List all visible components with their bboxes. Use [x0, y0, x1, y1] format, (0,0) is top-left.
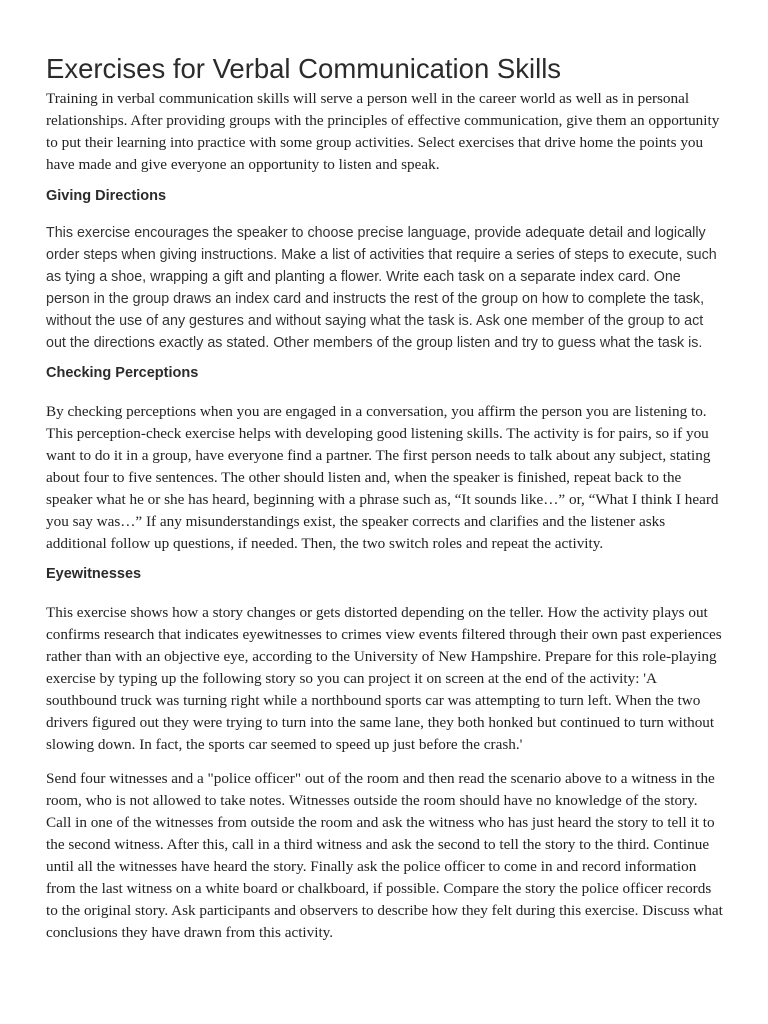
section-paragraph-giving-directions: This exercise encourages the speaker to choose precise language, provide adequate detail and logically order steps when giving instructions. Make a list of activities that require a series of steps to execute, such as tying a shoe, wrapping a gift and planting a flower. Write each task on a separate index card. One person in the group draws an index card and instructs the rest of the group on how to complete the task, without the use of any gestures and without saying what the task is. Ask one member of the group to act out the directions exactly as stated. Other members of the group listen and try to guess what the task is.	[46, 225, 717, 351]
section-paragraph-checking-perceptions: By checking perceptions when you are engaged in a conversation, you affirm the person you are listening to. This perception-check exercise helps with developing good listening skills. The activity is for pairs, so if you want to do it in a group, have everyone find a partner. The first person needs to talk about any subject, stating about four to five sentences. The other should listen and, when the speaker is finished, repeat back to the speaker what he or she has heard, beginning with a phrase such as, “It sounds like…” or, “What I think I heard you say was…” If any misunderstandings exist, the speaker corrects and clarifies and the listener asks additional follow up questions, if needed. Then, the two switch roles and repeat the activity.	[46, 403, 719, 552]
section-paragraph-eyewitnesses-2: Send four witnesses and a "police officer" out of the room and then read the scenario above to a witness in the room, who is not allowed to take notes. Witnesses outside the room should have no knowledge of the story. Call in one of the witnesses from outside the room and ask the witness who has just heard the story to tell it to the second witness. After this, call in a third witness and ask the second to tell the story to the third. Continue until all the witnesses have heard the story. Finally ask the police officer to come in and record information from the last witness on a white board or chalkboard, if possible. Compare the story the police officer records to the original story. Ask participants and observers to describe how they felt during this exercise. Discuss what conclusions they have drawn from this activity.	[46, 770, 723, 941]
section-paragraph-eyewitnesses-1: This exercise shows how a story changes or gets distorted depending on the teller. How the activity plays out confirms research that indicates eyewitnesses to crimes view events filtered through their own past experiences rather than with an objective eye, according to the University of New Hampshire. Prepare for this role-playing exercise by typing up the following story so you can project it on screen at the end of the activity: 'A southbound truck was turning right while a northbound sports car was attempting to turn left. When the two drivers figured out they were trying to turn into the same lane, they both honked but continued to turn without slowing down. In fact, the sports car seemed to speed up just before the crash.'	[46, 604, 722, 753]
section-heading-giving-directions: Giving Directions	[46, 188, 167, 204]
intro-paragraph: Training in verbal communication skills will serve a person well in the career world as well as in personal relationships. After providing groups with the principles of effective communication, give them an opportunity to put their learning into practice with some group activities. Select exercises that drive home the points you have made and give everyone an opportunity to listen and speak.	[46, 90, 720, 173]
section-heading-checking-perceptions: Checking Perceptions	[46, 365, 199, 381]
document-page	[46, 52, 726, 944]
section-heading-eyewitnesses: Eyewitnesses	[46, 566, 142, 582]
page-title: Exercises for Verbal Communication Skills	[46, 53, 562, 84]
